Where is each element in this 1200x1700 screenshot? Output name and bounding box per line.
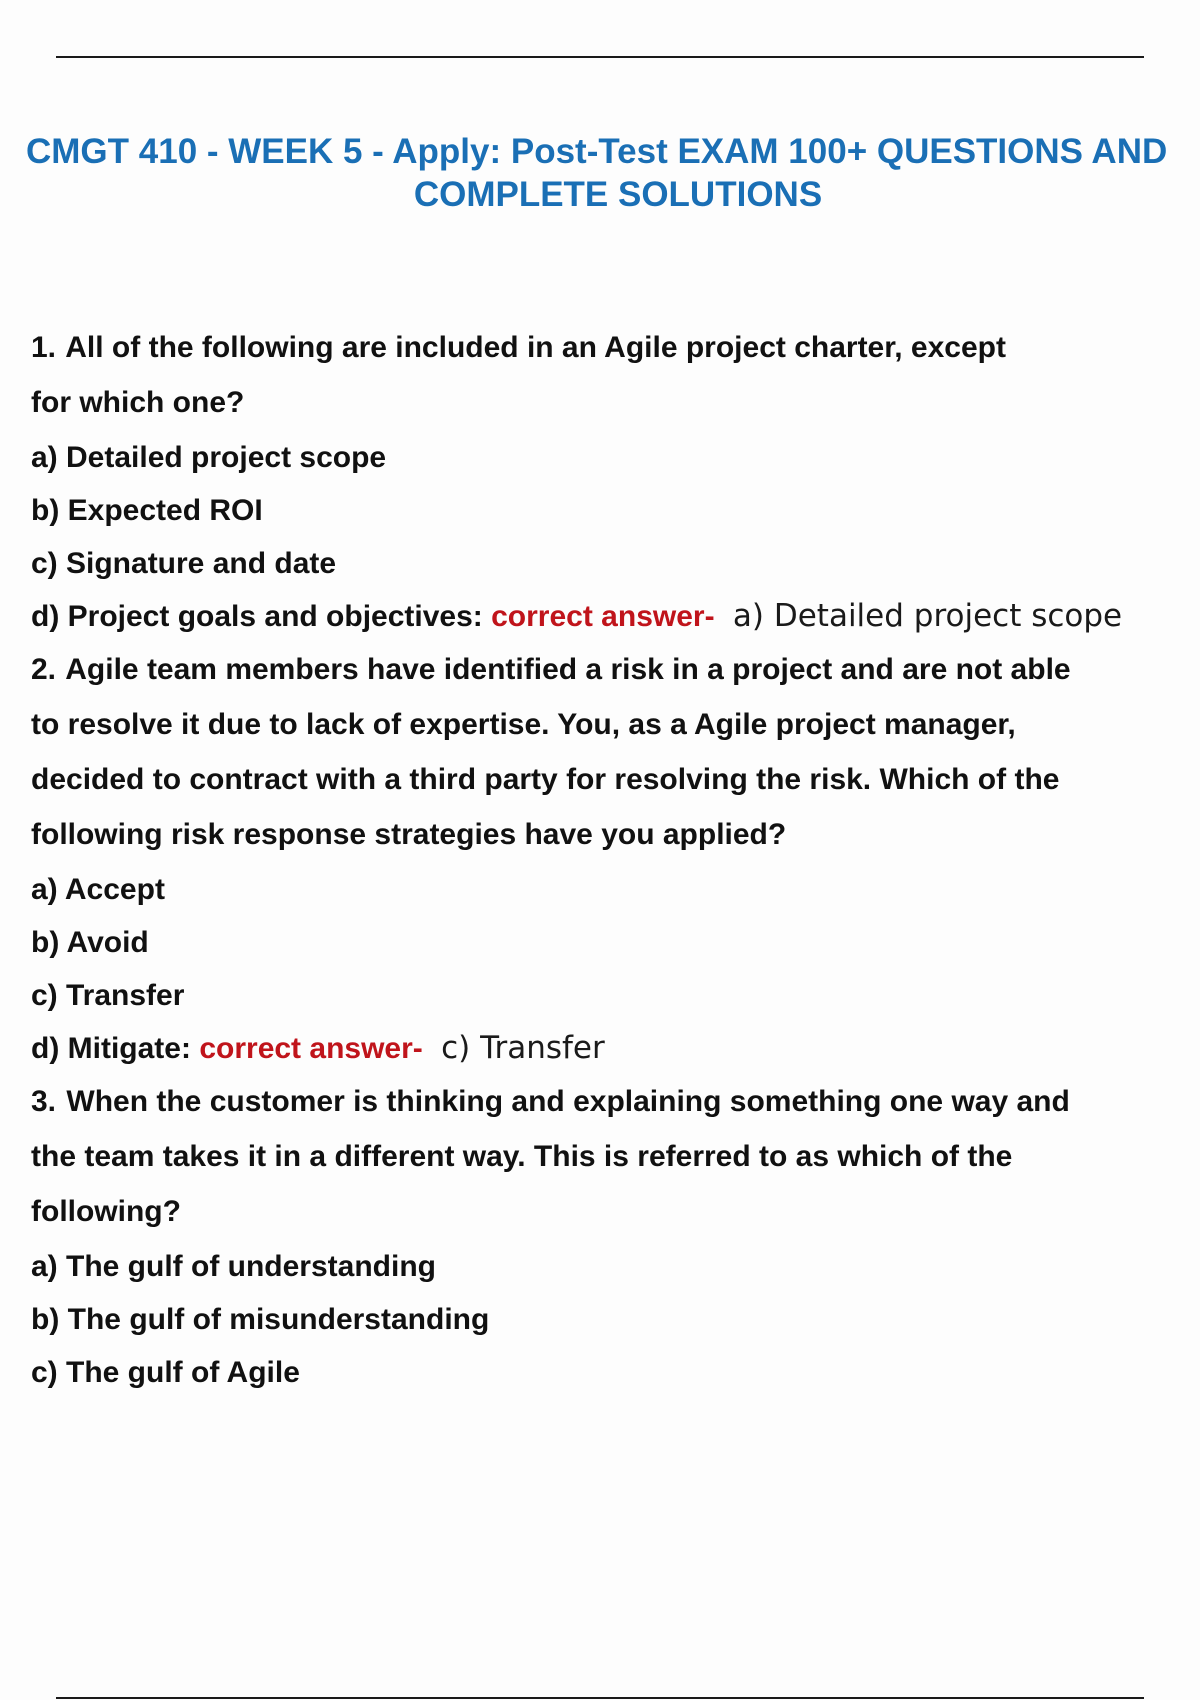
question-2-line-1 xyxy=(31,642,1191,697)
question-text: When the customer is thinking and explaining something one way and xyxy=(66,1085,1070,1118)
correct-answer-label: correct answer- xyxy=(199,1032,423,1065)
option-text: d) Project goals and objectives: xyxy=(31,600,483,633)
question-1-option-d xyxy=(31,589,1191,642)
correct-answer-value: a) Detailed project scope xyxy=(732,598,1123,634)
question-2-line-4: following risk response strategies have you applied? xyxy=(31,818,787,851)
question-text: All of the following are included in an Agile project charter, except xyxy=(65,331,1006,364)
question-3-option-a: a) The gulf of understanding xyxy=(31,1250,436,1283)
question-3-line-1 xyxy=(31,1074,1191,1129)
question-2-option-b: b) Avoid xyxy=(31,926,149,959)
question-1-option-b: b) Expected ROI xyxy=(31,494,263,527)
option-text: d) Mitigate: xyxy=(31,1032,191,1065)
question-2-option-a: a) Accept xyxy=(31,873,165,906)
bottom-divider xyxy=(56,1697,1144,1699)
question-3-line-3: following? xyxy=(31,1195,181,1228)
correct-answer-label: correct answer- xyxy=(491,600,715,633)
question-1-option-a: a) Detailed project scope xyxy=(31,441,387,474)
top-divider xyxy=(56,56,1144,58)
question-number: 2. xyxy=(31,653,57,686)
question-1-option-c: c) Signature and date xyxy=(31,547,337,580)
correct-answer-value: c) Transfer xyxy=(441,1030,605,1066)
question-2-line-3: decided to contract with a third party for resolving the risk. Which of the xyxy=(31,763,1060,796)
question-3-option-c: c) The gulf of Agile xyxy=(31,1356,300,1389)
question-number: 1. xyxy=(31,331,57,364)
question-3-line-2: the team takes it in a different way. This is referred to as which of the xyxy=(31,1140,1013,1173)
question-1-line-2: for which one? xyxy=(31,386,245,419)
question-2-option-d xyxy=(31,1021,1191,1074)
question-1-line-1 xyxy=(31,320,1191,375)
question-2-option-c: c) Transfer xyxy=(31,979,185,1012)
question-list xyxy=(31,320,1191,1398)
question-2-line-2: to resolve it due to lack of expertise. You, as a Agile project manager, xyxy=(31,708,1016,741)
question-text: Agile team members have identified a risk in a project and are not able xyxy=(65,653,1071,686)
question-number: 3. xyxy=(31,1085,57,1118)
title-line-2: COMPLETE SOLUTIONS xyxy=(413,175,823,214)
title-line-1: CMGT 410 - WEEK 5 - Apply: Post-Test EXAM 100+ QUESTIONS AND xyxy=(26,132,1168,171)
question-3-option-b: b) The gulf of misunderstanding xyxy=(31,1303,490,1336)
